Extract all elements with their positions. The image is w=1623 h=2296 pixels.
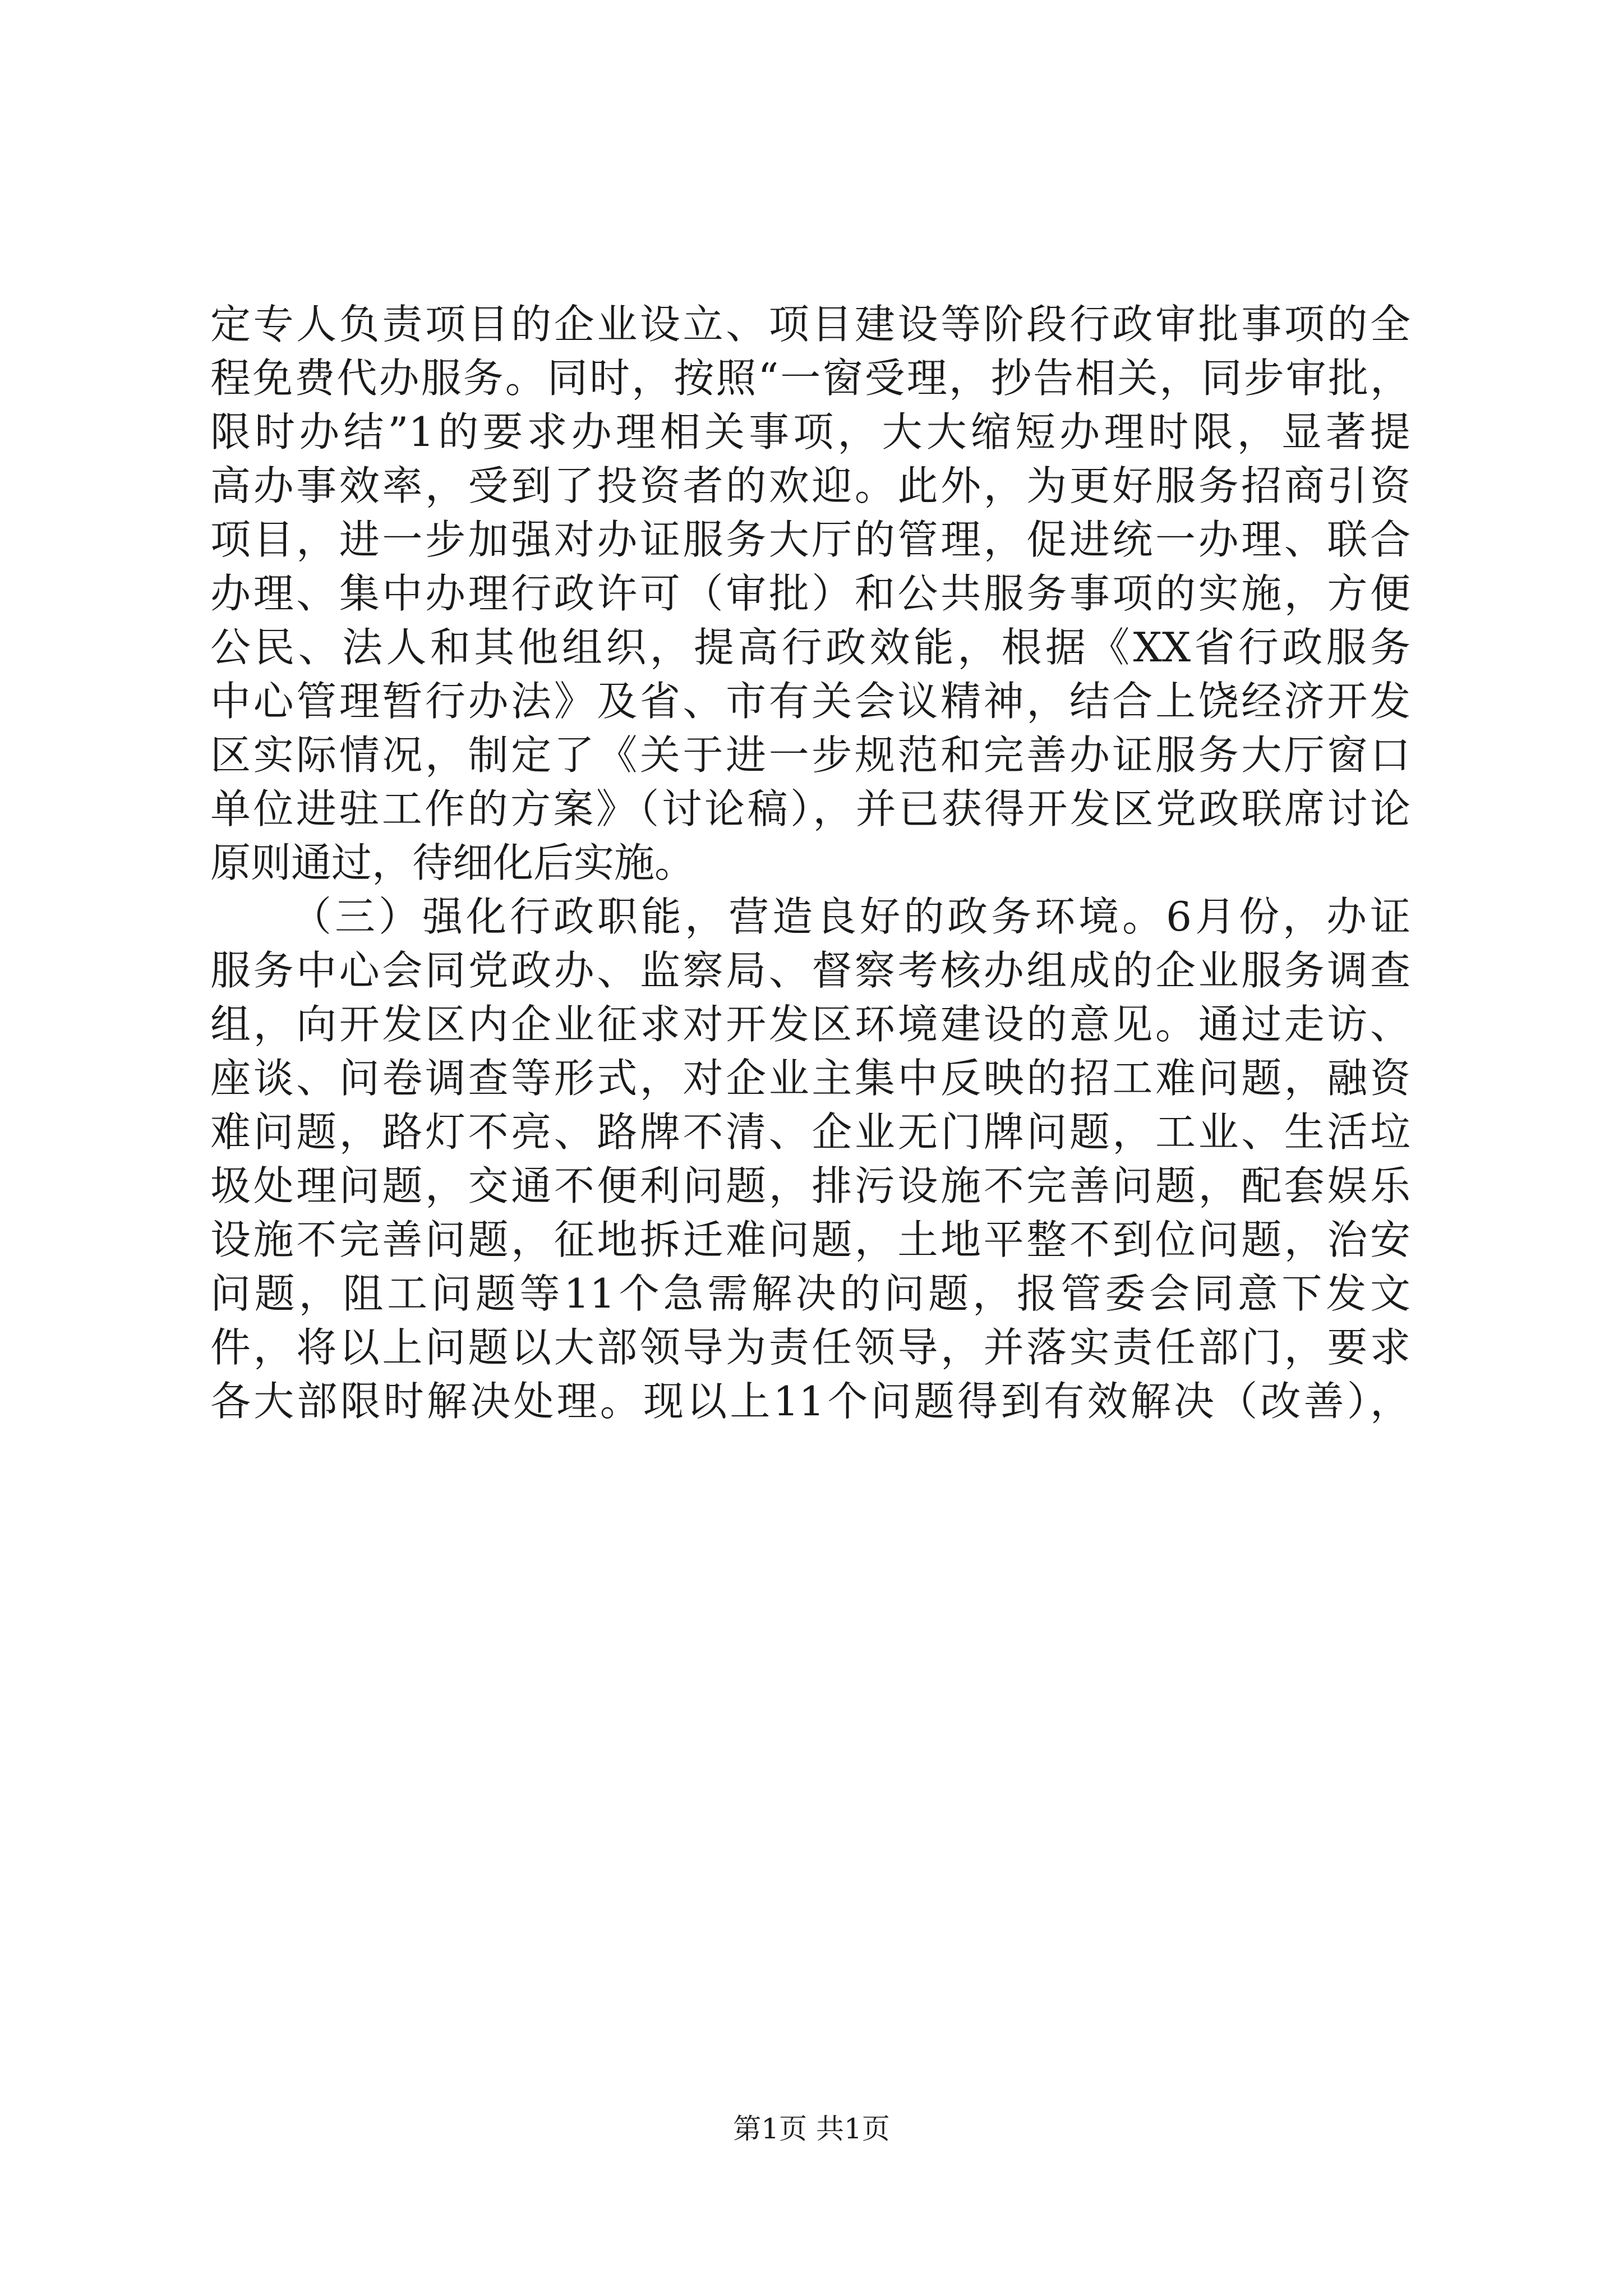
- document-body: [210, 292, 1410, 1423]
- text-line: 单位进驻工作的方案》（讨论稿），并已获得开发区党政联席讨论: [210, 785, 1410, 832]
- text-line: 难问题，路灯不亮、路牌不清、企业无门牌问题，工业、生活垃: [210, 1108, 1410, 1156]
- text-line: （三）强化行政职能，营造良好的政务环境。6月份，办证: [291, 893, 1410, 940]
- text-line: 设施不完善问题，征地拆迁难问题，土地平整不到位问题，治安: [210, 1216, 1410, 1263]
- text-line: 程免费代办服务。同时，按照“一窗受理，抄告相关，同步审批，: [210, 355, 1410, 402]
- paragraph-section-three: [210, 884, 1410, 1423]
- text-line: 办理、集中办理行政许可（审批）和公共服务事项的实施，方便: [210, 570, 1410, 617]
- text-line: 各大部限时解决处理。现以上11个问题得到有效解决（改善），: [210, 1378, 1410, 1425]
- text-line: 限时办结”1的要求办理相关事项，大大缩短办理时限，显著提: [210, 408, 1410, 455]
- page-footer: 第1页 共1页: [733, 2113, 890, 2145]
- text-line: 座谈、问卷调查等形式，对企业主集中反映的招工难问题，融资: [210, 1055, 1410, 1102]
- text-line: 项目，进一步加强对办证服务大厅的管理，促进统一办理、联合: [210, 516, 1410, 563]
- text-line: 问题，阻工问题等11个急需解决的问题，报管委会同意下发文: [210, 1270, 1410, 1317]
- text-line: 中心管理暂行办法》及省、市有关会议精神，结合上饶经济开发: [210, 678, 1410, 725]
- text-line: 服务中心会同党政办、监察局、督察考核办组成的企业服务调查: [210, 947, 1410, 994]
- text-line: 原则通过，待细化后实施。: [210, 839, 695, 886]
- text-line: 圾处理问题，交通不便利问题，排污设施不完善问题，配套娱乐: [210, 1162, 1410, 1209]
- text-line: 区实际情况，制定了《关于进一步规范和完善办证服务大厅窗口: [210, 731, 1410, 779]
- text-line: 高办事效率，受到了投资者的欢迎。此外，为更好服务招商引资: [210, 462, 1410, 509]
- text-line: 组，向开发区内企业征求对开发区环境建设的意见。通过走访、: [210, 1001, 1410, 1048]
- text-line: 公民、法人和其他组织，提高行政效能，根据《XX省行政服务: [210, 624, 1410, 671]
- text-line: 定专人负责项目的企业设立、项目建设等阶段行政审批事项的全: [210, 301, 1410, 348]
- text-line: 件，将以上问题以大部领导为责任领导，并落实责任部门，要求: [210, 1324, 1410, 1371]
- paragraph-continued: [210, 292, 1410, 884]
